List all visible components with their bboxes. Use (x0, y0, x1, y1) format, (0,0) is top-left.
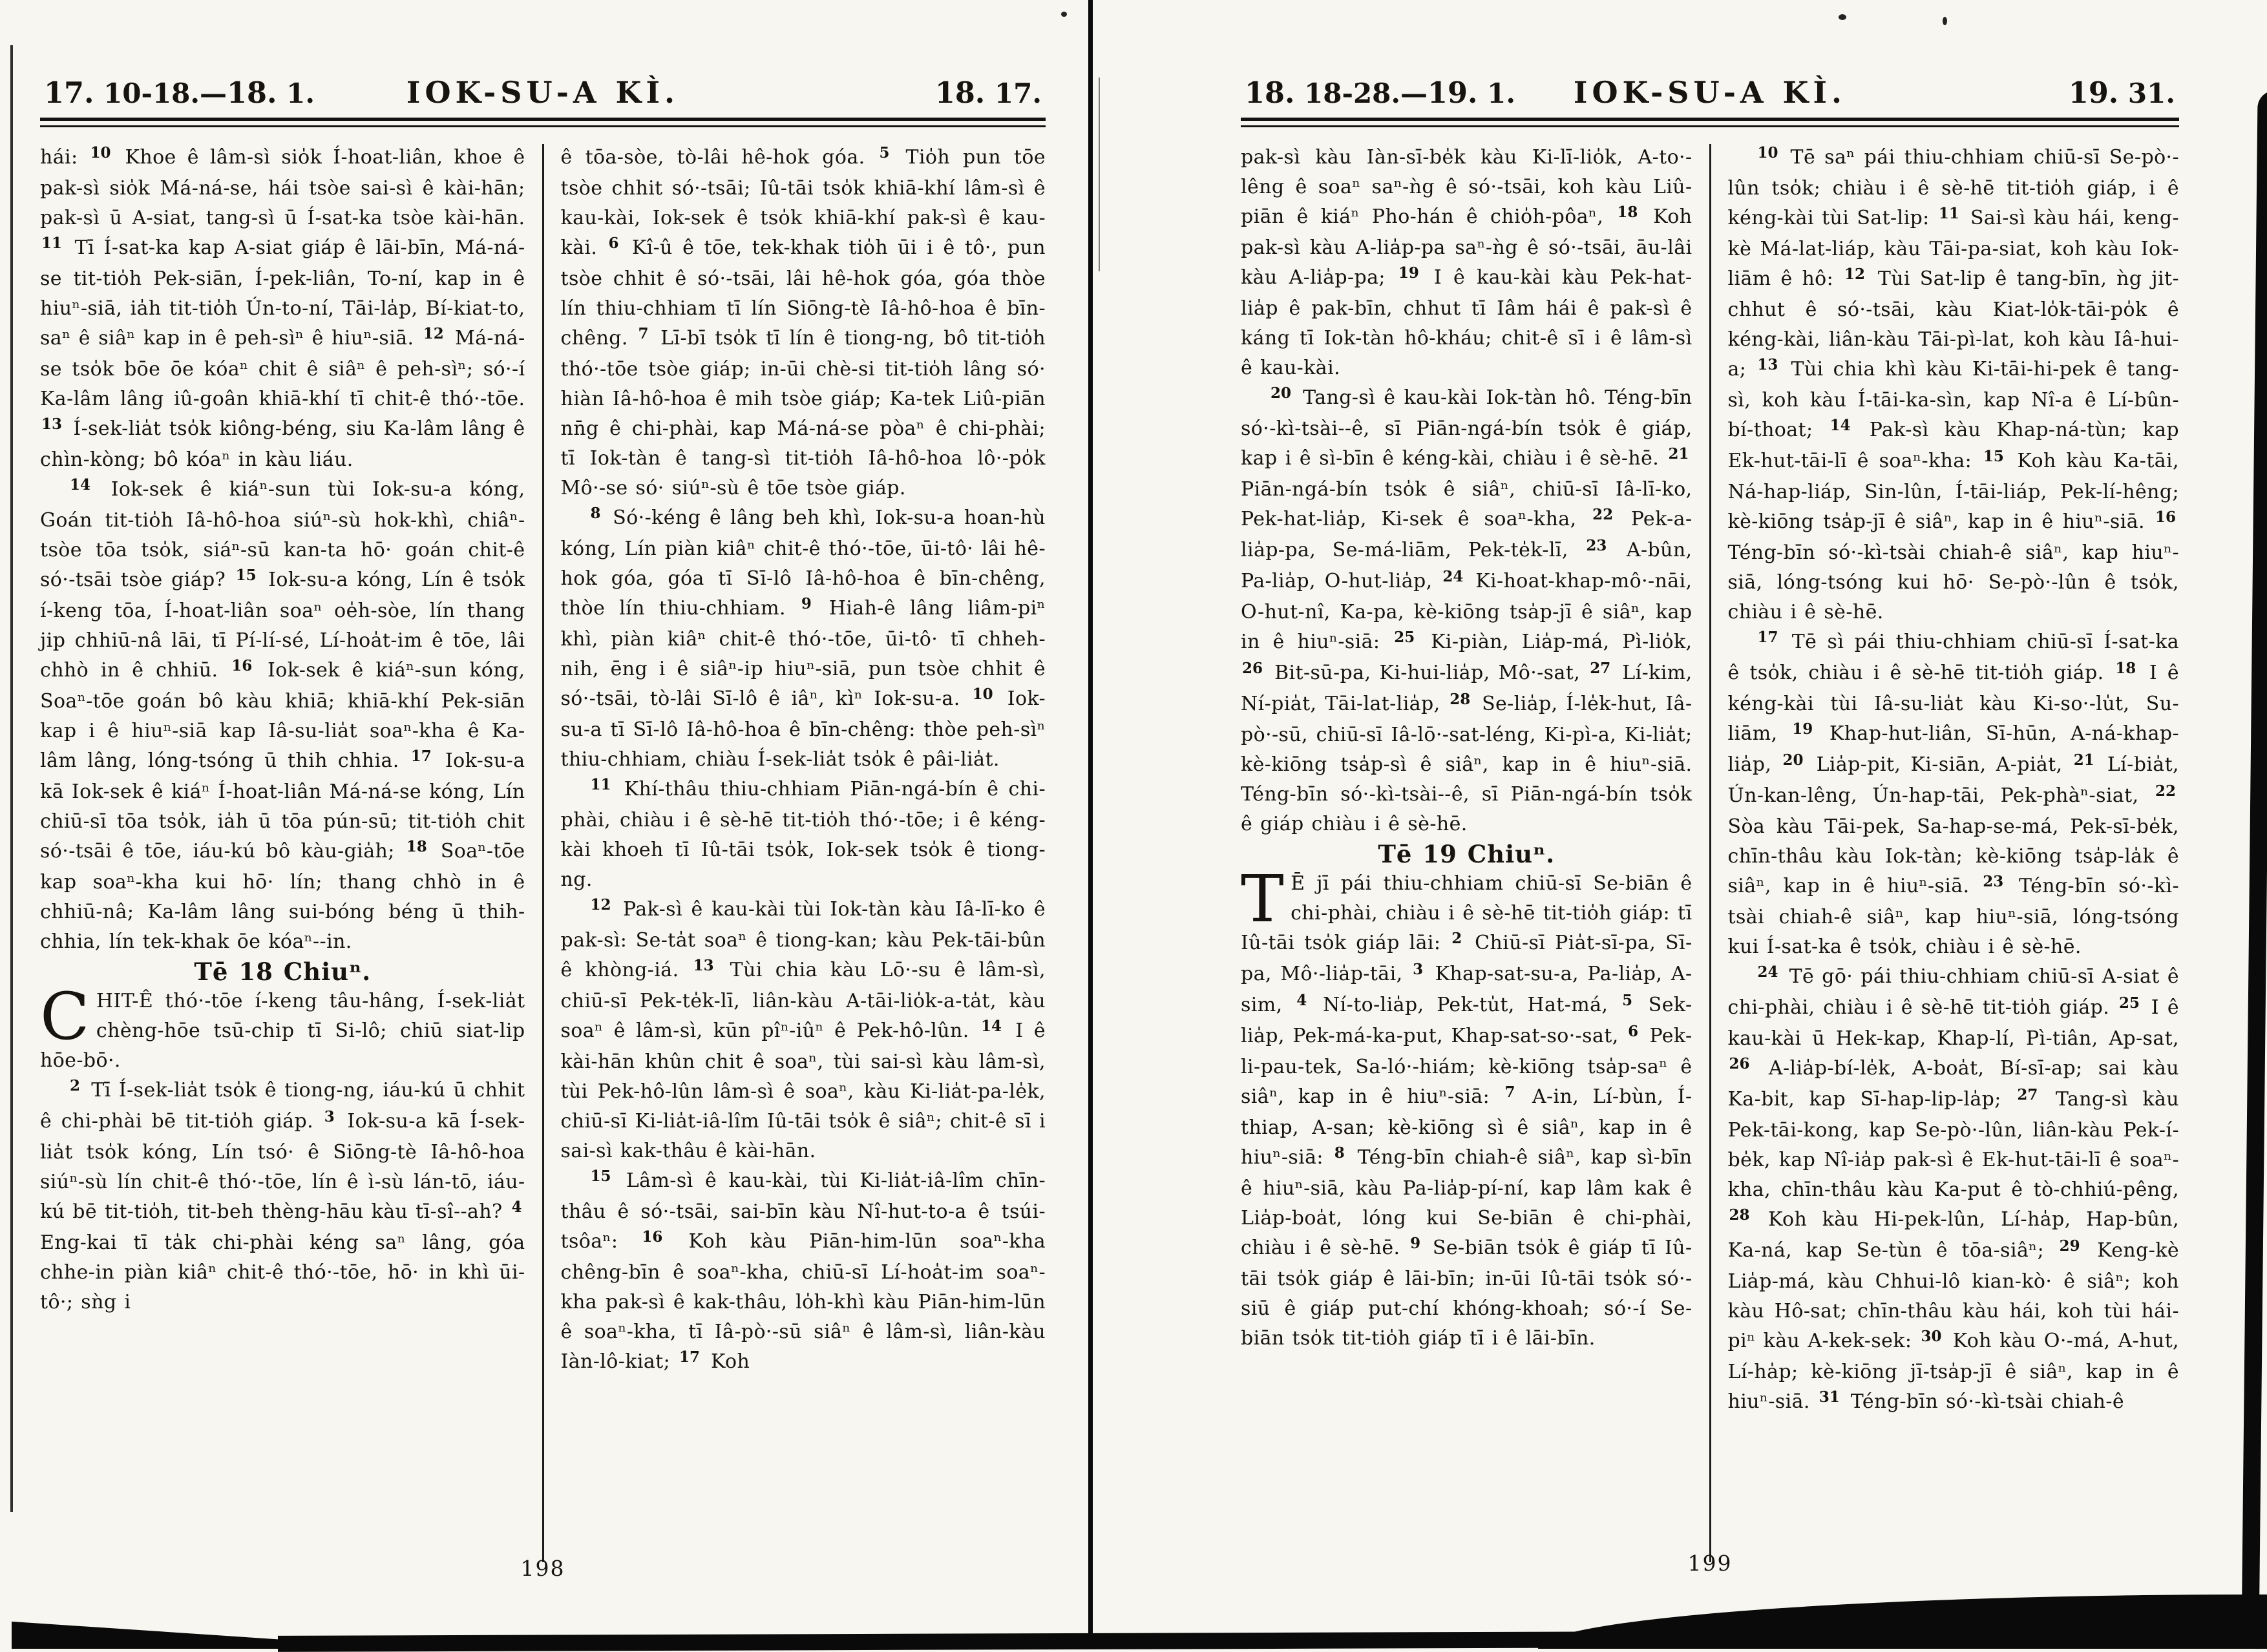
verse-number: 11 (41, 235, 63, 252)
verse-number: 14 (70, 476, 91, 494)
verse-number: 18 (1617, 204, 1638, 221)
verse-number: 23 (1586, 537, 1607, 554)
verse-number: 19 (1398, 264, 1419, 282)
verse-number: 18. (227, 76, 277, 110)
verse-number: 15 (235, 567, 257, 584)
verse-paragraph: $^2$ Tī Í-sek-lia̍t tso̍k ê tiong-ng, iáu-kú ū chhit ê chi-phài bē tit-tio̍h giáp. $^3$ Iok-su-a kā Í-sek-lia̍t tso̍k kóng, Lín tsó· ê Siōng-tè Iâ-hô-hoa siúⁿ-sù lín chit-ê thó·-tōe, lín ê ì-sù lán-tō, iáu-kú bē tit-tio̍h, tit-beh thèng-hāu kàu tī-sî--ah? $^4$ Eng-kai tī ta̍k chi-phài kéng saⁿ lâng, góa chhe-in piàn kiâⁿ chit-ê thó·-tōe, hō· in khì ūi-tô·; sǹg i (40, 1077, 525, 1313)
verse-number: 27 (2017, 1086, 2038, 1103)
verse-number: 25 (2118, 994, 2140, 1012)
running-head (40, 75, 1046, 110)
verse-number: 16 (642, 1228, 663, 1246)
page-right (1241, 75, 2180, 1576)
verse-number: 11 (1938, 205, 1959, 222)
verse-number: 18 (2115, 660, 2136, 677)
text-column-3 (1241, 143, 1692, 1354)
text-columns (40, 143, 1046, 1562)
running-head-verse-range-left: 17. 10-18.—18. 1. (44, 76, 315, 110)
verse-number: 13 (1757, 356, 1778, 373)
text-column-2 (561, 143, 1046, 1378)
verse-number: 27 (1590, 660, 1611, 677)
verse-number: 9 (1410, 1235, 1421, 1252)
verse-paragraph: $^{10}$ Tē saⁿ pái thiu-chhiam chiū-sī Se-pò·-lûn tso̍k; chiàu i ê sè-hē tit-tio̍h giáp, i ê kéng-kài tùi Sat-lip: $^{11}$ Sai-sì kàu hái, keng-kè Má-lat-liáp, kàu Tāi-pa-siat, koh kàu Iok-liām ê hô: $^{12}$ Tùi Sat-lip ê tang-bīn, ǹg jit-chhut ê só·-tsāi, kàu Kiat-lo̍k-tāi-po̍k ê kéng-kài, liân-kàu Tāi-pì-lat, koh kàu Iâ-hui-a; $^{13}$ Tùi chia khì kàu Ki-tāi-hi-pek ê tang-sì, koh kàu Í-tāi-ka-sìn, kap Nî-a ê Lí-bûn-bí-thoat; $^{14}$ Pak-sì kàu Khap-ná-tùn; kap Ek-hut-tāi-lī ê soaⁿ-kha: $^{15}$ Koh kàu Ka-tāi, Ná-hap-liáp, Sin-lûn, Í-tāi-liáp, Pek-lí-hêng; kè-kiōng tsa̍p-jī ê siâⁿ, kap in ê hiuⁿ-siā. $^{16}$ Téng-bīn só·-kì-tsài chiah-ê siâⁿ, kap hiuⁿ-siā, lóng-tsóng kui hō· Se-pò·-lûn ê tso̍k, chiàu i ê sè-hē. (1727, 144, 2180, 623)
verse-number: 24 (1442, 568, 1464, 585)
chapter-heading: Tē 19 Chiuⁿ. (1378, 840, 1555, 868)
text-column-4 (1728, 143, 2180, 1418)
verse-number: 22 (2155, 782, 2176, 800)
verse-number: 19. (1428, 76, 1478, 110)
drop-cap-initial: T (1241, 861, 1285, 937)
scan-speck (1839, 14, 1846, 20)
verse-number: 21 (2073, 751, 2094, 769)
verse-paragraph: $^{14}$ Iok-sek ê kiáⁿ-sun tùi Iok-su-a kóng, Goán tit-tio̍h Iâ-hô-hoa siúⁿ-sù hok-khì, chiâⁿ-tsòe tōa tso̍k, siáⁿ-sū kan-ta hō· goán chit-ê só·-tsāi tsòe giáp? $^{15}$ Iok-su-a kóng, Lín ê tso̍k í-keng tōa, Í-hoat-liân soaⁿ oe̍h-sòe, lín thang jip chhiū-nâ lāi, tī Pí-lí-sé, Lí-hoa̍t-im ê tōe, lâi chhò in ê chhiū. $^{16}$ Iok-sek ê kiáⁿ-sun kóng, Soaⁿ-tōe goán bô kàu khiā; khiā-khí Pek-siān kap i ê hiuⁿ-siā kap Iâ-su-lia̍t soaⁿ-kha ê Ka-lâm lâng, lóng-tsóng ū thih chhia. $^{17}$ Iok-su-a kā Iok-sek ê kiáⁿ Í-hoat-liân Má-ná-se kóng, Lín chiū-sī tōa tso̍k, ia̍h ū tōa pún-sū; tit-tio̍h chit só·-tsāi ê tōe, iáu-kú bô kàu-gia̍h; $^{18}$ Soaⁿ-tōe kap soaⁿ-kha kui hō· lín; thang chhò in ê chhiū-nâ; Ka-lâm lâng sui-bóng béng ū thih-chhia, lín tek-khak ōe kóaⁿ--in. (40, 476, 525, 953)
scan-edge-right (2241, 90, 2267, 1649)
verse-number: 14 (1829, 417, 1851, 434)
header-double-rule (1241, 118, 2179, 127)
scan-shadow-bottom-right (1538, 1594, 2267, 1649)
verse-number: 31 (1819, 1388, 1840, 1406)
page-left (40, 75, 1046, 1581)
verse-number: 28 (1450, 691, 1471, 708)
verse-number: 14 (980, 1018, 1002, 1035)
verse-number: 17 (679, 1348, 701, 1366)
chapter-opening-paragraph: CHIT-Ê thó·-tōe í-keng tâu-hâng, Í-sek-lia̍t chèng-hōe tsū-chip tī Si-lô; chiū siat-lip hōe-bō·. (40, 979, 525, 1072)
verse-paragraph: $^{11}$ Khí-thâu thiu-chhiam Piān-ngá-bín ê chi-phài, chiàu i ê sè-hē tit-tio̍h thó·-tōe; i ê kéng-kài khoeh tī Iû-tāi tso̍k, Iok-sek tso̍k ê tiong-ng. (560, 776, 1046, 891)
page-gutter-shadow-secondary (1099, 78, 1100, 271)
verse-number: 16 (231, 657, 253, 674)
verse-number: 9 (801, 595, 812, 612)
verse-number: 4 (511, 1198, 522, 1216)
verse-number: 29 (2059, 1237, 2080, 1255)
verse-number: 7 (1504, 1083, 1515, 1101)
verse-number: 12 (590, 896, 611, 914)
verse-number: 3 (324, 1108, 335, 1125)
verse-number: 12 (423, 325, 444, 342)
chapter-opening-paragraph: T Ē jī pái thiu-chhiam chiū-sī Se-biān ê chi-phài, chiàu i ê sè-hē tit-tio̍h giáp: tī Iû-tāi tso̍k giáp lāi: $^2$ Chiū-sī Pia̍t-sī-pa, Sī-pa, Mô·-lia̍p-tāi, $^3$ Khap-sat-su-a, Pa-lia̍p, A-sim, $^4$ Ní-to-lia̍p, Pek-tu̍t, Hat-má, $^5$ Sek-lia̍p, Pek-má-ka-put, Khap-sat-so·-sat, $^6$ Pek-li-pau-tek, Sa-ló·-hiám; kè-kiōng tsa̍p-saⁿ ê siâⁿ, kap in ê hiuⁿ-siā: $^7$ A-in, Lí-bùn, Í-thiap, A-san; kè-kiōng sì ê siâⁿ, kap in ê hiuⁿ-siā: $^8$ Téng-bīn chiah-ê siâⁿ, kap sì-bīn ê hiuⁿ-siā, kàu Pa-lia̍p-pí-ní, kap lâm kak ê Lia̍p-boa̍t, lóng kui Se-biān ê chi-phài, chiàu i ê sè-hē. $^9$ Se-biān tso̍k ê giáp tī Iû-tāi tso̍k giáp ê lāi-bīn; in-ūi Iû-tāi tso̍k só·-siū ê giáp put-chí khóng-khoah; só·-í Se-biān tso̍k tit-tio̍h giáp tī i ê lāi-bīn. (1241, 861, 1692, 1350)
verse-number: 10 (972, 685, 993, 703)
verse-number: 3 (1413, 961, 1424, 978)
verse-number: 10 (90, 144, 111, 162)
verse-number: 26 (1729, 1055, 1750, 1072)
verse-number: 5 (1622, 992, 1633, 1009)
verse-number: 15 (1983, 448, 2004, 465)
verse-number: 6 (1628, 1023, 1639, 1040)
verse-number: 13 (41, 415, 63, 433)
verse-number: 25 (1394, 629, 1415, 646)
running-head-verse-range-right: 19. 31. (2068, 76, 2175, 110)
verse-number: 8 (590, 505, 601, 522)
running-head-book-title: IOK-SU-A KÌ. (406, 75, 680, 110)
text-column-1 (40, 143, 525, 1317)
page-gutter-shadow (1088, 0, 1093, 1649)
verse-number: 6 (608, 235, 619, 252)
verse-number: 18. (934, 76, 986, 110)
verse-number: 18 (406, 838, 427, 855)
verse-number: 23 (1983, 873, 2004, 890)
verse-paragraph: $^{24}$ Tē gō· pái thiu-chhiam chiū-sī A-siat ê chi-phài, chiàu i ê sè-hē tit-tio̍h giáp. $^{25}$ I ê kau-kài ū Hek-kap, Khap-lí, Pì-tiân, Ap-sat, $^{26}$ A-lia̍p-bí-le̍k, A-boa̍t, Bí-sī-ap; sai kàu Ka-bi̍t, kap Sī-hap-lip-la̍p; $^{27}$ Tang-sì kàu Pek-tāi-kong, kap Se-pò·-lûn, liân-kàu Pek-í-be̍k, kap Nî-ia̍p pak-sì ê Ek-hut-tāi-lī ê soaⁿ-kha, chīn-thâu kàu Ka-put ê tò-chhiú-pêng, $^{28}$ Koh kàu Hi-pek-lûn, Lí-ha̍p, Hap-bûn, Ka-ná, kap Se-tùn ê tōa-siâⁿ; $^{29}$ Keng-kè Lia̍p-má, kàu Chhui-lô kian-kò· ê siâⁿ; koh kàu Hô-sat; chīn-thâu kàu hái, koh tùi hái-piⁿ kàu A-kek-sek: $^{30}$ Koh kàu O·-má, A-hut, Lí-ha̍p; kè-kiōng jī-tsa̍p-jī ê siâⁿ, kap in ê hiuⁿ-siā. $^{31}$ Téng-bīn só·-kì-tsài chiah-ê (1727, 963, 2179, 1413)
scan-shadow-bottom-left (12, 1614, 315, 1649)
verse-number: 30 (1921, 1328, 1942, 1345)
verse-number: 4 (1296, 992, 1307, 1009)
verse-number: 20 (1271, 384, 1292, 402)
verse-number: 19. (2068, 76, 2119, 110)
page-number: 198 (520, 1556, 565, 1581)
verse-number: 15 (590, 1167, 611, 1185)
scan-speck (1061, 12, 1067, 17)
verse-number: 21 (1668, 445, 1689, 463)
verse-number: 5 (879, 144, 890, 162)
page-number: 199 (1687, 1551, 1733, 1576)
text-columns (1241, 143, 2179, 1562)
verse-number: 18. (1245, 76, 1295, 110)
verse-paragraph: hái: $^{10}$ Khoe ê lâm-sì sio̍k Í-hoat-liân, khoe ê pak-sì sio̍k Má-ná-se, hái tsòe sai-sì ê kài-hān; pak-sì ū A-siat, tang-sì ū Í-sat-ka tsòe kài-hān. $^{11}$ Tī Í-sat-ka kap A-siat giáp ê lāi-bīn, Má-ná-se tit-tio̍h Pek-siān, Í-pek-liân, To-ní, kap in ê hiuⁿ-siā, ia̍h tit-tio̍h Ún-to-ní, Tāi-la̍p, Bí-kiat-to, saⁿ ê siâⁿ kap in ê peh-sìⁿ ê hiuⁿ-siā. $^{12}$ Má-ná-se tso̍k bōe ōe kóaⁿ chit ê siâⁿ ê peh-sìⁿ; só·-í Ka-lâm lâng iû-goân khiā-khí tī chit-ê thó·-tōe. $^{13}$ Í-sek-lia̍t tso̍k kiông-béng, siu Ka-lâm lâng ê chìn-kòng; bô kóaⁿ in kàu liáu. (40, 144, 525, 471)
verse-number: 17 (1757, 629, 1778, 646)
chapter-heading: Tē 18 Chiuⁿ. (194, 957, 372, 986)
verse-number: 2 (70, 1077, 81, 1094)
header-double-rule (40, 118, 1046, 127)
verse-number: 26 (1242, 660, 1263, 677)
scan-edge-left (10, 45, 13, 1512)
verse-number: 7 (638, 325, 649, 342)
running-head-verse-range-right: 18. 17. (934, 76, 1042, 110)
verse-number: 12 (1844, 266, 1865, 283)
verse-number: 24 (1757, 963, 1778, 981)
verse-paragraph: ê tōa-sòe, tò-lâi hê-hok góa. $^5$ Tio̍h pun tōe tsòe chhit só·-tsāi; Iû-tāi tso̍k khiā-khí lâm-sì ê kau-kài, Iok-sek ê tso̍k khiā-khí pak-sì ê kau-kài. $^6$ Kî-û ê tōe, tek-khak tio̍h ūi i ê tô·, pun tsòe chhit ê só·-tsāi, lâi hê-hok góa, góa thòe lín thiu-chhiam tī lín Siōng-tè Iâ-hô-hoa ê bīn-chêng. $^7$ Lī-bī tso̍k tī lín ê tiong-ng, bô tit-tio̍h thó·-tōe tsòe giáp; in-ūi chè-si tit-tio̍h lâng só· hiàn Iâ-hô-hoa ê mih tsòe giáp; Ka-tek Liû-piān nn̄g ê chi-phài, kap Má-ná-se pòaⁿ ê chi-phài; tī Iok-tàn ê tang-sì tit-tio̍h Iâ-hô-hoa lô·-po̍k Mô·-se só· siúⁿ-sù ê tōe tsòe giáp. (560, 144, 1046, 499)
column-divider-rule (1709, 144, 1711, 1562)
drop-cap-initial: C (40, 979, 90, 1054)
verse-number: 20 (1782, 751, 1804, 769)
verse-number: 13 (693, 957, 714, 974)
verse-number: 11 (590, 776, 611, 793)
column-divider-rule (542, 144, 544, 1562)
running-head (1241, 75, 2179, 110)
running-head-verse-range-left: 18. 18-28.—19. 1. (1245, 76, 1515, 110)
verse-paragraph: $^{20}$ Tang-sì ê kau-kài Iok-tàn hô. Téng-bīn só·-kì-tsài--ê, sī Piān-ngá-bín tso̍k ê giáp, kap i ê sì-bīn ê kéng-kài, chiàu i ê sè-hē. $^{21}$ Piān-ngá-bín tso̍k ê siâⁿ, chiū-sī Iâ-lī-ko, Pek-hat-lia̍p, Ki-sek ê soaⁿ-kha, $^{22}$ Pek-a-lia̍p-pa, Se-má-liām, Pek-te̍k-lī, $^{23}$ A-bûn, Pa-lia̍p, O-hut-lia̍p, $^{24}$ Ki-hoat-khap-mô·-nāi, O-hut-nî, Ka-pa, kè-kiōng tsa̍p-jī ê siâⁿ, kap in ê hiuⁿ-siā: $^{25}$ Ki-piàn, Lia̍p-má, Pì-lio̍k, $^{26}$ Bit-sū-pa, Ki-hui-lia̍p, Mô·-sat, $^{27}$ Lí-kim, Ní-pia̍t, Tāi-lat-lia̍p, $^{28}$ Se-lia̍p, Í-le̍k-hut, Iâ-pò·-sū, chiū-sī Iâ-lō·-sat-léng, Ki-pì-a, Ki-lia̍t; kè-kiōng tsa̍p-sì ê siâⁿ, kap in ê hiuⁿ-siā. Téng-bīn só·-kì-tsài--ê, sī Piān-ngá-bín tso̍k ê giáp chiàu i ê sè-hē. (1241, 384, 1692, 835)
verse-number: 19 (1792, 720, 1813, 738)
verse-number: 22 (1592, 506, 1614, 523)
verse-paragraph: $^{12}$ Pak-sì ê kau-kài tùi Iok-tàn kàu Iâ-lī-ko ê pak-sì: Se-ta̍t soaⁿ ê tiong-kan; kàu Pek-tāi-bûn ê khòng-iá. $^{13}$ Tùi chia kàu Lō·-su ê lâm-sì, chiū-sī Pek-te̍k-lī, liân-kàu A-tāi-lio̍k-a-ta̍t, kàu soaⁿ ê lâm-sì, kūn pîⁿ-iûⁿ ê Pek-hô-lûn. $^{14}$ I ê kài-hān khûn chit ê soaⁿ, tùi sai-sì kàu lâm-sì, tùi Pek-hô-lûn lâm-sì ê soaⁿ, kàu Ki-lia̍t-pa-le̍k, chiū-sī Ki-lia̍t-iâ-lîm Iû-tāi tso̍k ê siâⁿ; chit-ê sī i sai-sì kak-thâu ê kài-hān. (560, 896, 1046, 1162)
verse-paragraph: $^{17}$ Tē sì pái thiu-chhiam chiū-sī Í-sat-ka ê tso̍k, chiàu i ê sè-hē tit-tio̍h giáp. $^{18}$ I ê kéng-kài tùi Iâ-su-lia̍t kàu Ki-so·-lu̍t, Su-liām, $^{19}$ Khap-hut-liân, Sī-hūn, A-ná-khap-lia̍p, $^{20}$ Lia̍p-pit, Ki-siān, A-pia̍t, $^{21}$ Lí-bia̍t, Ún-kan-lêng, Ún-hap-tāi, Pek-phàⁿ-siat, $^{22}$ Sòa kàu Tāi-pek, Sa-hap-se-má, Pek-sī-be̍k, chīn-thâu kàu Iok-tàn; kè-kiōng tsa̍p-la̍k ê siâⁿ, kap in ê hiuⁿ-siā. $^{23}$ Téng-bīn só·-kì-tsài chiah-ê siâⁿ, kap hiuⁿ-siā, lóng-tsóng kui Í-sat-ka ê tso̍k, chiàu i ê sè-hē. (1727, 629, 2179, 958)
verse-number: 2 (1451, 930, 1462, 947)
verse-paragraph: pak-sì kàu Iàn-sī-be̍k kàu Ki-lī-lio̍k, A-to·-lêng ê soaⁿ saⁿ-ǹg ê só·-tsāi, koh kàu Liû-piān ê kiáⁿ Pho-hán ê chio̍h-pôaⁿ, $^{18}$ Koh pak-sì kàu A-lia̍p-pa saⁿ-ǹg ê só·-tsāi, āu-lâi kàu A-lia̍p-pa; $^{19}$ I ê kau-kài kàu Pek-hat-lia̍p ê pak-bīn, chhut tī Iâm hái ê pak-sì ê káng tī Iok-tàn hô-kháu; chit-ê sī i ê lâm-sì ê kau-kài. (1241, 146, 1692, 379)
scan-speck (1943, 17, 1947, 25)
verse-paragraph: $^8$ Só·-kéng ê lâng beh khì, Iok-su-a hoan-hù kóng, Lín piàn kiâⁿ chit-ê thó·-tōe, ūi-tô· lâi hê-hok góa, góa tī Sī-lô Iâ-hô-hoa ê bīn-chêng, thòe lín thiu-chhiam. $^9$ Hiah-ê lâng liâm-piⁿ khì, piàn kiâⁿ chit-ê thó·-tōe, ūi-tô· tī chheh-nih, ēng i ê siâⁿ-ip hiuⁿ-siā, pun tsòe chhit ê só·-tsāi, tò-lâi Sī-lô ê iâⁿ, kìⁿ Iok-su-a. $^{10}$ Iok-su-a tī Sī-lô Iâ-hô-hoa ê bīn-chêng: thòe peh-sìⁿ thiu-chhiam, chiàu Í-sek-lia̍t tso̍k ê pâi-lia̍t. (560, 505, 1046, 771)
running-head-book-title: IOK-SU-A KÌ. (1573, 75, 1847, 110)
verse-number: 8 (1334, 1144, 1345, 1162)
verse-number: 10 (1757, 144, 1778, 162)
verse-number: 16 (2155, 508, 2176, 526)
verse-number: 17. (44, 76, 94, 110)
verse-number: 17 (410, 748, 432, 765)
verse-paragraph: $^{15}$ Lâm-sì ê kau-kài, tùi Ki-lia̍t-iâ-lîm chīn-thâu ê só·-tsāi, sai-bīn kàu Nî-hut-to-a ê tsúi-tsôaⁿ: $^{16}$ Koh kàu Piān-him-lūn soaⁿ-kha chêng-bīn ê soaⁿ-kha, chiū-sī Lí-hoa̍t-im soaⁿ-kha pak-sì ê kak-thâu, lo̍h-khì kàu Piān-him-lūn ê soaⁿ-kha, tī Iâ-pò·-sū siâⁿ ê lâm-sì, liân-kàu Iàn-lô-kiat; $^{17}$ Koh (560, 1167, 1046, 1373)
verse-number: 28 (1729, 1206, 1750, 1224)
